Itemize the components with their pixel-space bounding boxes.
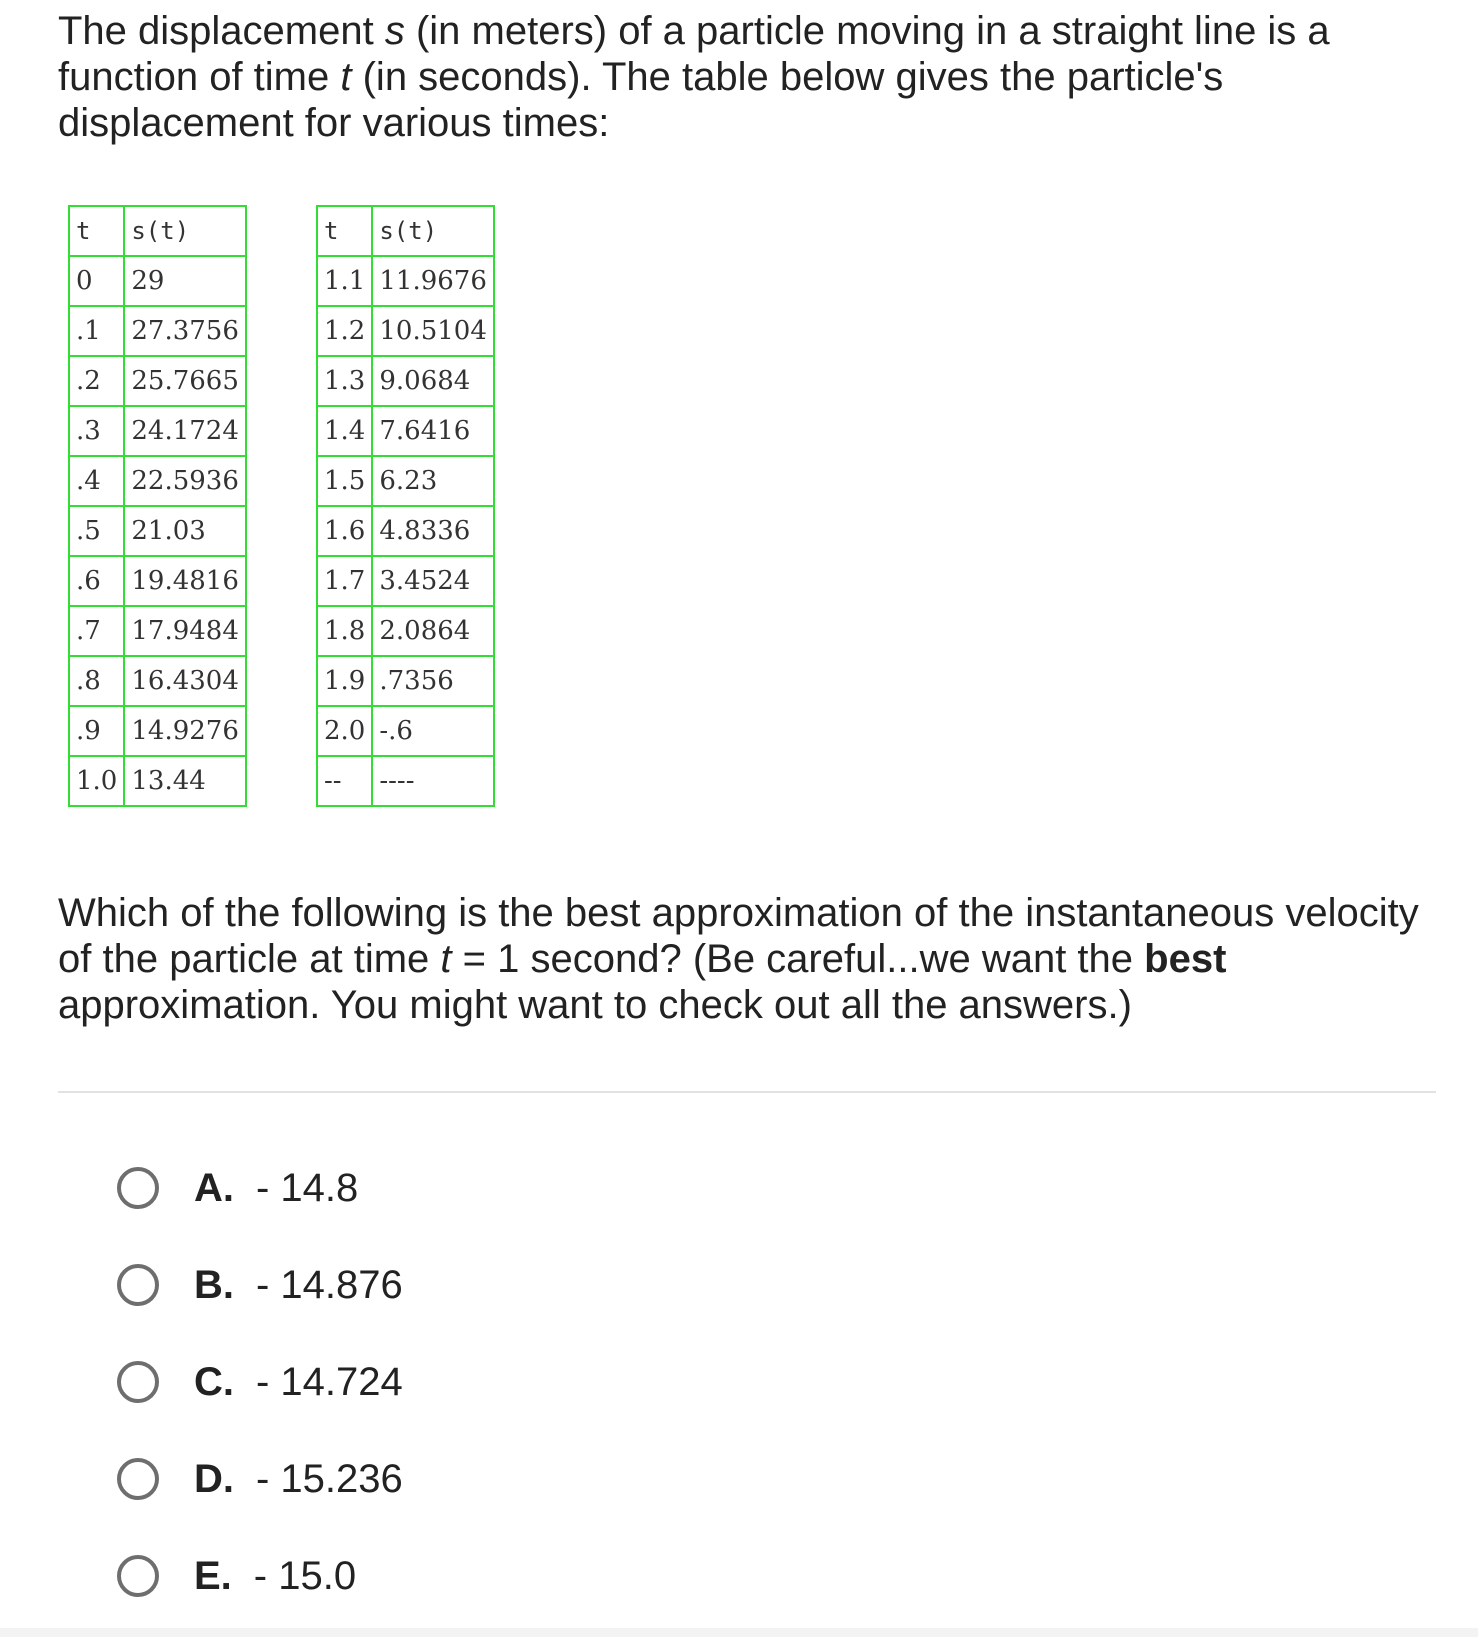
header-t: t xyxy=(69,206,124,256)
time-cell: 1.2 xyxy=(317,306,372,356)
time-cell: 1.3 xyxy=(317,356,372,406)
displacement-cell: -.6 xyxy=(372,706,494,756)
displacement-cell: 6.23 xyxy=(372,456,494,506)
header-t: t xyxy=(317,206,372,256)
time-cell: 1.1 xyxy=(317,256,372,306)
option-a-text: - 14.8 xyxy=(256,1165,359,1210)
table-row xyxy=(317,706,494,756)
table-header-row xyxy=(317,206,494,256)
option-a-letter: A. xyxy=(194,1165,234,1210)
time-cell: .5 xyxy=(69,506,124,556)
option-a[interactable] xyxy=(117,1160,358,1216)
displacement-cell: 10.5104 xyxy=(372,306,494,356)
displacement-cell: 16.4304 xyxy=(124,656,246,706)
radio-e[interactable] xyxy=(117,1555,159,1597)
option-e-letter: E. xyxy=(194,1553,232,1598)
option-d[interactable] xyxy=(117,1451,403,1507)
displacement-cell: 19.4816 xyxy=(124,556,246,606)
displacement-cell: 21.03 xyxy=(124,506,246,556)
radio-b[interactable] xyxy=(117,1264,159,1306)
time-cell: .6 xyxy=(69,556,124,606)
question-text-1: Which of the following is the best approximation of the instantaneous velocity of the particle at time xyxy=(58,891,1419,981)
table-header-row xyxy=(69,206,246,256)
displacement-cell: 17.9484 xyxy=(124,606,246,656)
time-cell: 1.6 xyxy=(317,506,372,556)
displacement-cell: 14.9276 xyxy=(124,706,246,756)
displacement-cell: 24.1724 xyxy=(124,406,246,456)
table-row xyxy=(317,556,494,606)
displacement-cell: 3.4524 xyxy=(372,556,494,606)
divider xyxy=(58,1091,1436,1093)
displacement-cell: .7356 xyxy=(372,656,494,706)
table-row xyxy=(69,506,246,556)
intro-text-3: (in seconds). The table below gives the particle's displacement for various times: xyxy=(58,55,1224,145)
option-b[interactable] xyxy=(117,1257,403,1313)
table-row xyxy=(69,406,246,456)
displacement-cell: 13.44 xyxy=(124,756,246,806)
table-row xyxy=(317,456,494,506)
option-c[interactable] xyxy=(117,1354,403,1410)
radio-c[interactable] xyxy=(117,1361,159,1403)
time-cell: .3 xyxy=(69,406,124,456)
displacement-table-left xyxy=(68,205,247,807)
table-row xyxy=(69,756,246,806)
displacement-table-right xyxy=(316,205,495,807)
time-cell: 1.5 xyxy=(317,456,372,506)
table-row xyxy=(69,606,246,656)
displacement-cell: 4.8336 xyxy=(372,506,494,556)
question-emphasis: best xyxy=(1144,937,1227,981)
displacement-cell: 22.5936 xyxy=(124,456,246,506)
option-d-letter: D. xyxy=(194,1456,234,1501)
table-row xyxy=(317,606,494,656)
question-text xyxy=(58,890,1438,1028)
option-e[interactable] xyxy=(117,1548,356,1604)
variable-t: t xyxy=(340,55,352,99)
time-cell: 1.9 xyxy=(317,656,372,706)
intro-text-2: (in meters) of a particle moving in a straight line is a function of time xyxy=(58,9,1330,99)
table-row xyxy=(69,656,246,706)
displacement-cell: 9.0684 xyxy=(372,356,494,406)
question-text-2: = 1 second? (Be careful...we want the xyxy=(451,937,1145,981)
radio-d[interactable] xyxy=(117,1458,159,1500)
displacement-cell: 25.7665 xyxy=(124,356,246,406)
bottom-strip xyxy=(0,1628,1478,1637)
time-cell: 2.0 xyxy=(317,706,372,756)
question-text-3: approximation. You might want to check out all the answers.) xyxy=(58,983,1132,1027)
displacement-cell: 11.9676 xyxy=(372,256,494,306)
time-cell: .2 xyxy=(69,356,124,406)
intro-text-1: The displacement xyxy=(58,9,385,53)
time-cell: .7 xyxy=(69,606,124,656)
table-row xyxy=(317,256,494,306)
time-cell: 1.7 xyxy=(317,556,372,606)
time-cell: 1.8 xyxy=(317,606,372,656)
option-b-letter: B. xyxy=(194,1262,234,1307)
time-cell: 1.0 xyxy=(69,756,124,806)
table-row xyxy=(317,506,494,556)
time-cell: 0 xyxy=(69,256,124,306)
table-row xyxy=(69,456,246,506)
displacement-cell: 27.3756 xyxy=(124,306,246,356)
option-c-letter: C. xyxy=(194,1359,234,1404)
displacement-cell: ---- xyxy=(372,756,494,806)
time-cell: .8 xyxy=(69,656,124,706)
table-row xyxy=(69,556,246,606)
table-row xyxy=(317,756,494,806)
table-row xyxy=(317,656,494,706)
option-c-text: - 14.724 xyxy=(256,1359,403,1404)
option-e-text: - 15.0 xyxy=(253,1553,357,1598)
time-cell: .9 xyxy=(69,706,124,756)
option-d-text: - 15.236 xyxy=(256,1456,403,1501)
displacement-cell: 29 xyxy=(124,256,246,306)
table-row xyxy=(69,306,246,356)
table-row xyxy=(317,406,494,456)
time-cell: .4 xyxy=(69,456,124,506)
problem-statement xyxy=(58,8,1418,146)
header-s-of-t: s(t) xyxy=(124,206,246,256)
table-row xyxy=(69,356,246,406)
radio-a[interactable] xyxy=(117,1167,159,1209)
time-cell: 1.4 xyxy=(317,406,372,456)
table-row xyxy=(317,356,494,406)
table-row xyxy=(317,306,494,356)
option-b-text: - 14.876 xyxy=(256,1262,403,1307)
time-cell: -- xyxy=(317,756,372,806)
header-s-of-t: s(t) xyxy=(372,206,494,256)
question-variable-t: t xyxy=(440,937,452,981)
displacement-cell: 7.6416 xyxy=(372,406,494,456)
table-row xyxy=(69,706,246,756)
displacement-cell: 2.0864 xyxy=(372,606,494,656)
variable-s: s xyxy=(384,9,405,53)
table-row xyxy=(69,256,246,306)
time-cell: .1 xyxy=(69,306,124,356)
